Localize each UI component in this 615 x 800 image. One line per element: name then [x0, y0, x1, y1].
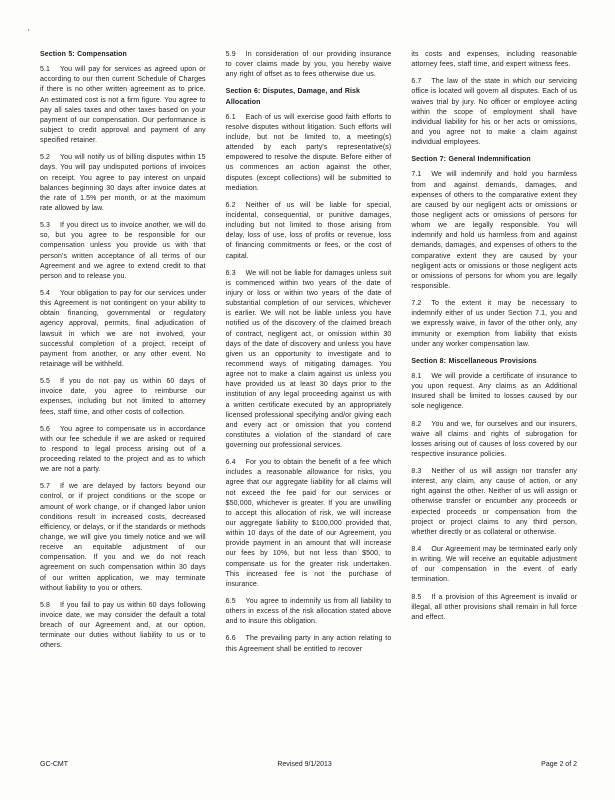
clause-number: 5.3 [40, 222, 51, 230]
clause-number: 5.9 [225, 51, 236, 58]
footer-revision-date: Revised 9/1/2013 [277, 761, 332, 768]
clause-paragraph: 5.8 If you fail to pay us within 60 days following invoice date, we may consider the default a total breach of our Agreement and, at our option, terminate our duties without liability to us or to others. [40, 601, 206, 650]
clause-paragraph: 6.6 The prevailing party in any action relating to this Agreement shall be entitled to recover [225, 635, 392, 653]
footer-page-number: Page 2 of 2 [541, 761, 577, 768]
clause-number: 8.2 [411, 420, 422, 428]
clause-number: 5.4 [40, 289, 51, 297]
page-footer [40, 761, 577, 768]
clause-number: 6.4 [225, 459, 236, 467]
clause-number: 6.3 [225, 269, 236, 277]
clause-number: 6.6 [225, 635, 236, 643]
clause-paragraph: 5.2 You will notify us of billing disputes within 15 days. You will pay undisputed portions of invoices on receipt. You agree to pay interest on unpaid balances beginning 30 days after invoice dates at the rate of 1.5% per month, or at the maximum rate allowed by law. [40, 154, 206, 212]
clause-paragraph: 5.4 Your obligation to pay for our services under this Agreement is not contingent on your ability to obtain financing, governmental or regulatory agency approval, permits, final adjudication of lawsuit in which we are not involved, your successful completion of a project, receipt of payment from another, or any other event. No retainage will be withheld. [40, 289, 206, 368]
clause-paragraph: 5.1 You will pay for services as agreed upon or according to our then current Schedule of Charges if there is no other written agreement as to price. An estimated cost is not a firm figure. You agree to pay all sales taxes and other taxes based on your payment of our compensation. Our performance is subject to credit approval and payment of any specified retainer. [40, 66, 206, 145]
clause-number: 5.5 [40, 378, 51, 386]
clause-number: 5.2 [40, 154, 51, 162]
clause-number: 6.5 [225, 598, 236, 606]
clause-paragraph: 8.3 Neither of us will assign nor transfer any interest, any claim, any cause of action, or any right against the other. Neither of us will assign or otherwise transfer or encumber any proceeds or expected proceeds or compensation from the project or project claims to any third person, whether directly or as collateral or otherwise. [411, 468, 578, 536]
text-column-3 [411, 50, 577, 662]
clause-paragraph: 5.7 If we are delayed by factors beyond our control, or if project conditions or the scope or amount of work change, or if changed labor union conditions result in increased costs, decreased efficiency, or delays, or if the standards or methods change, we will give you timely notice and we will receive an equitable adjustment of our compensation. If you and we do not reach agreement on such compensation within 30 days of our written application, we may terminate without liability to you or others. [40, 483, 206, 592]
clause-number: 8.5 [411, 593, 422, 601]
clause-paragraph: 5.5 If you do not pay us within 60 days of invoice date, you agree to reimburse our expenses, including but not limited to attorney fees, staff time, and other costs of collection. [40, 378, 206, 416]
clause-paragraph: 8.1 We will provide a certificate of insurance to you upon request. Any claims as an Additional Insured shall be limited to losses caused by our sole negligence. [411, 372, 578, 411]
clause-number: 6.2 [225, 201, 236, 209]
clause-paragraph: 8.2 You and we, for ourselves and our insurers, waive all claims and rights of subrogation for losses arising out of causes of loss covered by our respective insurance policies. [411, 420, 578, 458]
section-heading: Section 5: Compensation [40, 51, 127, 58]
clause-number: 5.8 [40, 601, 51, 609]
clause-number: 5.1 [40, 66, 51, 74]
text-column-2 [226, 50, 392, 662]
clause-paragraph: 8.4 Our Agreement may be terminated early only in writing. We will receive an equitable adjustment of our compensation in the event of early termination. [411, 546, 578, 584]
clause-number: 5.7 [40, 483, 51, 491]
clause-paragraph: 6.2 Neither of us will be liable for special, incidental, consequential, or punitive damages, including but not limited to those arising from delay, loss of use, loss of profits or revenue, loss of financing commitments or fees, or the cost of capital. [225, 201, 392, 260]
clause-number: 7.2 [411, 300, 422, 308]
clause-number: 8.3 [411, 468, 422, 476]
clause-paragraph: 6.1 Each of us will exercise good faith efforts to resolve disputes without litigation. Such efforts will include, but not be limited to, a meeting(s) attended by each party's representative(s) empowered to resolve the dispute. Before either of us commences an action against the other, disputes (except collections) will be submitted to mediation. [225, 113, 392, 192]
clause-number: 6.1 [225, 113, 236, 121]
clause-paragraph: 6.5 You agree to indemnify us from all liability to others in excess of the risk allocation stated above and to insure this obligation. [225, 598, 392, 626]
section-heading: Section 6: Disputes, Damage, and Risk Allocation [225, 88, 361, 106]
clause-paragraph: 6.4 For you to obtain the benefit of a fee which includes a reasonable allowance for risks, you agree that our aggregate liability for all claims will not exceed the fee paid for our services or $50,000, whichever is greater. If you are unwilling to accept this allocation of risk, we will increase our aggregate liability to $100,000 provided that, within 10 days of the date of our Agreement, you provide payment in an amount that will increase our fees by 10%, but not less than $500, to compensate us for the greater risk undertaken. This increased fee is not the purchase of insurance. [225, 459, 392, 588]
clause-paragraph: 7.2 To the extent it may be necessary to indemnify either of us under Section 7.1, you and we expressly waive, in favor of the other only, any immunity or exemption from liability that exists under any worker compensation law. [411, 300, 578, 348]
continuation-paragraph: its costs and expenses, including reasonable attorney fees, staff time, and expert witness fees. [411, 51, 578, 69]
clause-number: 8.1 [411, 372, 422, 380]
clause-number: 6.7 [411, 78, 422, 86]
section-heading: Section 8: Miscellaneous Provisions [411, 357, 537, 365]
clause-paragraph: 5.3 If you direct us to invoice another, we will do so, but you agree to be responsible for our compensation unless you provide us with that person's written acceptance of all terms of our Agreement and we agree to extend credit to that person and to release you. [40, 222, 206, 280]
clause-paragraph: 6.3 We will not be liable for damages unless suit is commenced within two years of the date of injury or loss or within two years of the date of substantial completion of our services, whichever is earlier. We will not be liable unless you have notified us of the discovery of the claimed breach of contract, negligent act, or omission within 30 days of the date of discovery and unless you have given us an opportunity to investigate and to recommend ways of mitigating damages. You agree not to make a claim against us unless you have provided us at least 30 days prior to the institution of any legal proceeding against us with a written certificate executed by an appropriately licensed professional specifying and/or giving each and every act or omission that you contend constitutes a violation of the standard of care governing our professional services. [225, 269, 392, 450]
text-column-1 [40, 50, 206, 662]
section-heading: Section 7: General Indemnification [411, 156, 531, 164]
clause-paragraph: 6.7 The law of the state in which our servicing office is located will govern all disputes. Each of us waives trial by jury. No officer or employee acting within the scope of employment shall have individual liability for his or her acts or omissions, and you agree not to make a claim against individual employees. [411, 78, 578, 147]
footer-doc-code: GC-CMT [40, 761, 68, 768]
clause-paragraph: 5.9 In consideration of our providing insurance to cover claims made by you, you hereby waive any right of offset as to fees otherwise due us. [225, 51, 392, 79]
clause-number: 7.1 [411, 171, 422, 179]
clause-paragraph: 8.5 If a provision of this Agreement is invalid or illegal, all other provisions shall remain in full force and effect. [411, 593, 578, 621]
clause-paragraph: 5.6 You agree to compensate us in accordance with our fee schedule if we are asked or required to respond to legal process arising out of a proceeding related to the project and as to which we are not a party. [40, 425, 206, 474]
clause-paragraph: 7.1 We will indemnify and hold you harmless from and against demands, damages, and expenses of others to the comparative extent they are caused by our negligent acts or omissions or those negligent acts or omissions of persons for whom we are legally responsible. You will indemnify and hold us harmless from and against demands, damages, and expenses of others to the comparative extent they are caused by your negligent acts or omissions or those negligent acts or omissions of persons for whom you are legally responsible. [411, 171, 578, 290]
document-columns [40, 50, 577, 662]
corner-mark: ' [28, 28, 30, 37]
clause-number: 8.4 [411, 546, 422, 554]
clause-number: 5.6 [40, 425, 51, 433]
